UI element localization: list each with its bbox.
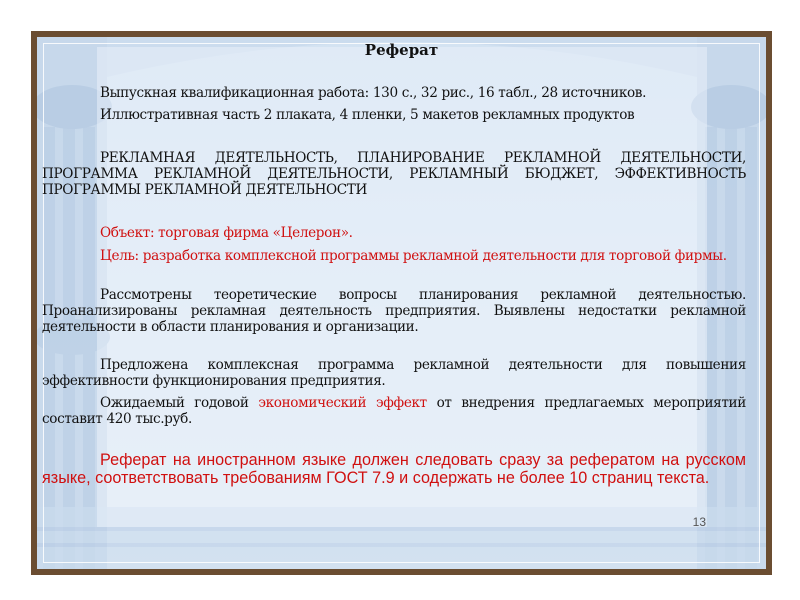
paragraph-proposal: Предложена комплексная программа рекламной деятельности для повышения эффективности функционирования предприятия. bbox=[42, 357, 746, 389]
slide-title: Реферат bbox=[364, 41, 439, 59]
economic-effect-highlight: экономический эффект bbox=[258, 395, 427, 411]
paragraph-keywords: РЕКЛАМНАЯ ДЕЯТЕЛЬНОСТЬ, ПЛАНИРОВАНИЕ РЕКЛАМНОЙ ДЕЯТЕЛЬНОСТИ, ПРОГРАММА РЕКЛАМНОЙ ДЕЯТЕЛЬНОСТИ, РЕКЛАМНЫЙ БЮДЖЕТ, ЭФФЕКТИВНОСТЬ ПРОГРАММЫ РЕКЛАМНОЙ ДЕЯТЕЛЬНОСТИ bbox=[42, 150, 746, 198]
paragraph-goal: Цель: разработка комплексной программы рекламной деятельности для торговой фирмы. bbox=[100, 248, 727, 264]
paragraph-economic-effect bbox=[42, 395, 746, 427]
paragraph-summary: Рассмотрены теоретические вопросы планирования рекламной деятельностью. Проанализированы рекламная деятельность предприятия. Выявлены недостатки рекламной деятельности в области планирования и организации. bbox=[42, 287, 746, 335]
page-number: 13 bbox=[692, 515, 706, 529]
paragraph-work-volume: Выпускная квалификационная работа: 130 с., 32 рис., 16 табл., 28 источников. bbox=[100, 85, 647, 101]
paragraph-foreign-abstract-note: Реферат на иностранном языке должен следовать сразу за рефератом на русском языке, соответствовать требованиям ГОСТ 7.9 и содержать не более 10 страниц текста. bbox=[42, 451, 746, 487]
slide bbox=[37, 37, 766, 569]
paragraph-illustrations: Иллюстративная часть 2 плаката, 4 пленки, 5 макетов рекламных продуктов bbox=[100, 107, 635, 123]
paragraph-object: Объект: торговая фирма «Целерон». bbox=[100, 225, 353, 241]
economic-effect-text-start: Ожидаемый годовой bbox=[100, 395, 259, 411]
economic-effect-text-end: от внедрения предлагаемых мероприятий составит 420 тыс.руб. bbox=[42, 395, 746, 427]
